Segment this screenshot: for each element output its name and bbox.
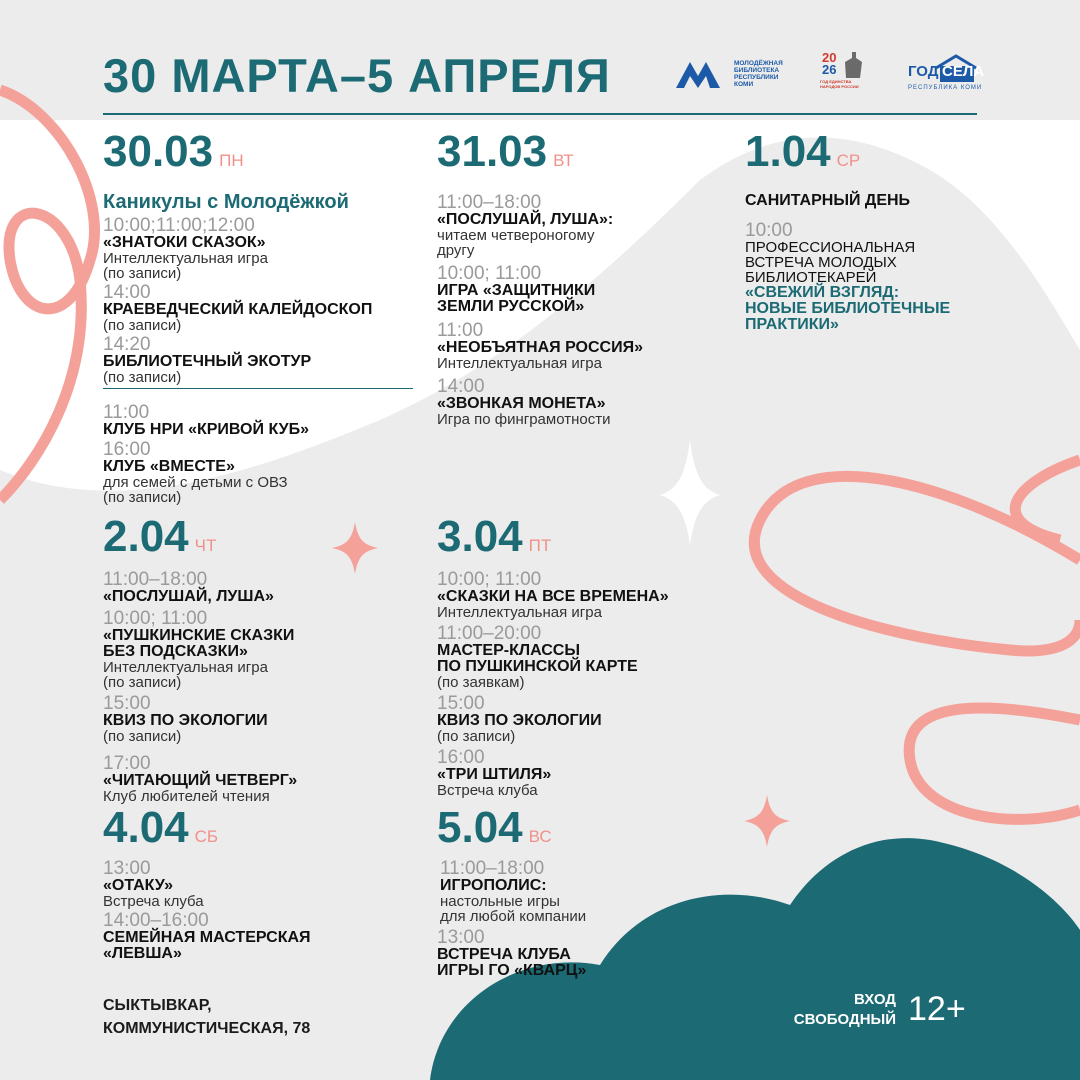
event-name: «ПОСЛУШАЙ, ЛУША» bbox=[103, 588, 274, 605]
event-description: читаем четвероногому другу bbox=[437, 227, 595, 259]
village-logo bbox=[906, 54, 985, 94]
event-time: 14:20 bbox=[103, 334, 151, 355]
coral-scribble-right bbox=[754, 460, 1080, 819]
event-name: КЛУБ «ВМЕСТЕ» bbox=[103, 458, 235, 475]
event-time: 10:00 bbox=[745, 220, 793, 241]
event-name: КРАЕВЕДЧЕСКИЙ КАЛЕЙДОСКОП bbox=[103, 301, 373, 318]
library-logo-line: МОЛОДЁЖНАЯ bbox=[734, 60, 783, 67]
event-item bbox=[103, 570, 423, 605]
event-name: КВИЗ ПО ЭКОЛОГИИ bbox=[437, 712, 602, 729]
event-note: (по записи) bbox=[103, 489, 182, 506]
event-time: 16:00 bbox=[103, 439, 151, 460]
event-note: (по записи) bbox=[103, 369, 182, 386]
event-note: (по записи) bbox=[103, 728, 182, 745]
event-item bbox=[103, 754, 423, 804]
event-item bbox=[437, 193, 717, 258]
event-name: КЛУБ НРИ «КРИВОЙ КУБ» bbox=[103, 421, 309, 438]
year-logo-caption: ГОД ЕДИНСТВА НАРОДОВ РОССИИ bbox=[820, 79, 859, 89]
day-card-04-04 bbox=[103, 803, 423, 962]
event-item bbox=[437, 264, 717, 315]
event-time: 14:00 bbox=[437, 376, 485, 397]
event-item bbox=[437, 928, 727, 979]
event-time: 14:00–16:00 bbox=[103, 910, 209, 931]
day-date: 2.04 bbox=[103, 512, 189, 561]
day-date: 1.04 bbox=[745, 127, 831, 176]
year-logo-bottom: 26 bbox=[822, 62, 837, 77]
event-time: 11:00–20:00 bbox=[437, 623, 542, 644]
monument-icon bbox=[842, 52, 866, 78]
event-item bbox=[437, 570, 727, 620]
event-time: 14:00 bbox=[103, 282, 151, 303]
library-logo-line: РЕСПУБЛИКИ bbox=[734, 74, 779, 81]
event-item bbox=[103, 283, 423, 333]
year-logo-top: 20 bbox=[822, 50, 837, 65]
event-name: СЕМЕЙНАЯ МАСТЕРСКАЯ «ЛЕВША» bbox=[103, 929, 311, 962]
event-name: «ЗВОНКАЯ МОНЕТА» bbox=[437, 395, 606, 412]
event-highlight: «СВЕЖИЙ ВЗГЛЯД: НОВЫЕ БИБЛИОТЕЧНЫЕ ПРАКТИКИ» bbox=[745, 284, 951, 333]
venue-address: СЫКТЫВКАР, КОММУНИСТИЧЕСКАЯ, 78 bbox=[103, 997, 311, 1037]
day-of-week: ПН bbox=[219, 151, 244, 170]
age-rating: 12+ bbox=[908, 990, 966, 1028]
day-date: 31.03 bbox=[437, 127, 548, 176]
event-item bbox=[437, 859, 727, 924]
event-name: «ЧИТАЮЩИЙ ЧЕТВЕРГ» bbox=[103, 772, 298, 789]
event-name: «НЕОБЪЯТНАЯ РОССИЯ» bbox=[437, 339, 644, 356]
day-subtitle: Каникулы с Молодёжкой bbox=[103, 191, 349, 213]
library-logo bbox=[676, 60, 788, 90]
event-note: (по записи) bbox=[437, 728, 516, 745]
day-of-week: СР bbox=[836, 151, 861, 170]
event-description: Интеллектуальная игра bbox=[103, 659, 268, 676]
event-name: БИБЛИОТЕЧНЫЙ ЭКОТУР bbox=[103, 353, 312, 370]
event-name: «ПУШКИНСКИЕ СКАЗКИ БЕЗ ПОДСКАЗКИ» bbox=[103, 627, 295, 660]
event-note: (по записи) bbox=[103, 674, 182, 691]
event-description: ПРОФЕССИОНАЛЬНАЯ ВСТРЕЧА МОЛОДЫХ БИБЛИОТЕКАРЕЙ bbox=[745, 239, 916, 286]
event-item bbox=[745, 221, 985, 333]
day-date: 4.04 bbox=[103, 803, 189, 852]
day-date: 3.04 bbox=[437, 512, 523, 561]
day-of-week: ВС bbox=[528, 827, 552, 846]
event-description: для семей с детьми с ОВЗ bbox=[103, 474, 288, 491]
day-of-week: СБ bbox=[194, 827, 219, 846]
event-description: Интеллектуальная игра bbox=[437, 604, 602, 621]
event-time: 11:00 bbox=[437, 320, 484, 341]
event-description: Интеллектуальная игра bbox=[103, 250, 268, 267]
event-name: ИГРА «ЗАЩИТНИКИ ЗЕМЛИ РУССКОЙ» bbox=[437, 282, 596, 315]
day-card-02-04 bbox=[103, 512, 423, 805]
library-logo-line: КОМИ bbox=[734, 81, 754, 88]
event-item bbox=[437, 748, 727, 798]
event-item bbox=[103, 440, 423, 505]
day-card-31-03 bbox=[437, 127, 717, 428]
year-logo bbox=[820, 52, 870, 92]
library-logo-mark bbox=[676, 62, 730, 88]
event-time: 11:00–18:00 bbox=[440, 858, 545, 879]
event-time: 15:00 bbox=[103, 693, 151, 714]
free-entry-label: ВХОД СВОБОДНЫЙ bbox=[793, 991, 896, 1028]
day-of-week: ЧТ bbox=[194, 536, 217, 555]
library-logo-line: БИБЛИОТЕКА bbox=[734, 67, 780, 74]
event-note: (по записи) bbox=[103, 317, 182, 334]
event-time: 11:00 bbox=[103, 402, 150, 423]
village-logo-word2: СЕЛА bbox=[942, 63, 985, 80]
event-item bbox=[437, 624, 727, 690]
event-item bbox=[103, 335, 423, 385]
event-description: Встреча клуба bbox=[437, 782, 538, 799]
event-description: Клуб любителей чтения bbox=[103, 788, 270, 805]
event-item bbox=[103, 609, 423, 690]
event-time: 13:00 bbox=[437, 927, 485, 948]
event-item bbox=[437, 321, 717, 371]
village-logo-caption: РЕСПУБЛИКА КОМИ bbox=[908, 85, 983, 91]
event-description: Встреча клуба bbox=[103, 893, 204, 910]
event-name: ИГРОПОЛИС: bbox=[440, 877, 547, 894]
event-name: «СКАЗКИ НА ВСЕ ВРЕМЕНА» bbox=[437, 588, 669, 605]
day-date: 30.03 bbox=[103, 127, 214, 176]
event-time: 16:00 bbox=[437, 747, 485, 768]
event-item bbox=[437, 694, 727, 744]
event-note: (по заявкам) bbox=[437, 674, 525, 691]
event-name: «ОТАКУ» bbox=[103, 877, 174, 894]
event-time: 11:00–18:00 bbox=[103, 569, 208, 590]
event-time: 10:00; 11:00 bbox=[103, 608, 208, 629]
header-divider bbox=[103, 113, 977, 115]
day-date: 5.04 bbox=[437, 803, 523, 852]
event-item bbox=[103, 911, 423, 962]
event-description: настольные игры для любой компании bbox=[440, 893, 587, 925]
day-of-week: ВТ bbox=[553, 151, 574, 170]
day-card-05-04 bbox=[437, 803, 727, 979]
event-time: 15:00 bbox=[437, 693, 485, 714]
event-item bbox=[103, 694, 423, 744]
event-description: Игра по финграмотности bbox=[437, 411, 611, 428]
event-time: 10:00; 11:00 bbox=[437, 263, 542, 284]
event-name: «ЗНАТОКИ СКАЗОК» bbox=[103, 234, 266, 251]
day-card-03-04 bbox=[437, 512, 727, 799]
event-description: Интеллектуальная игра bbox=[437, 355, 602, 372]
event-time: 10:00; 11:00 bbox=[437, 569, 542, 590]
page-title: 30 МАРТА–5 АПРЕЛЯ bbox=[103, 49, 611, 102]
event-name: КВИЗ ПО ЭКОЛОГИИ bbox=[103, 712, 268, 729]
event-name: ВСТРЕЧА КЛУБА ИГРЫ ГО «КВАРЦ» bbox=[437, 946, 587, 979]
event-item bbox=[437, 377, 717, 427]
event-time: 11:00–18:00 bbox=[437, 192, 542, 213]
village-logo-word1: ГОД bbox=[908, 63, 939, 80]
event-item bbox=[103, 216, 423, 281]
event-item bbox=[103, 403, 423, 438]
day-card-01-04 bbox=[745, 127, 985, 333]
event-time: 10:00;11:00;12:00 bbox=[103, 215, 255, 236]
event-item bbox=[103, 859, 423, 909]
event-name: САНИТАРНЫЙ ДЕНЬ bbox=[745, 192, 911, 209]
event-name: МАСТЕР-КЛАССЫ ПО ПУШКИНСКОЙ КАРТЕ bbox=[437, 642, 638, 675]
day-of-week: ПТ bbox=[528, 536, 552, 555]
event-name: «ПОСЛУШАЙ, ЛУША»: bbox=[437, 211, 614, 228]
coral-sparkle-right bbox=[744, 795, 790, 847]
event-time: 17:00 bbox=[103, 753, 151, 774]
event-item bbox=[745, 193, 985, 209]
event-name: «ТРИ ШТИЛЯ» bbox=[437, 766, 552, 783]
day-card-30-03 bbox=[103, 127, 423, 506]
event-time: 13:00 bbox=[103, 858, 151, 879]
event-note: (по записи) bbox=[103, 265, 182, 282]
